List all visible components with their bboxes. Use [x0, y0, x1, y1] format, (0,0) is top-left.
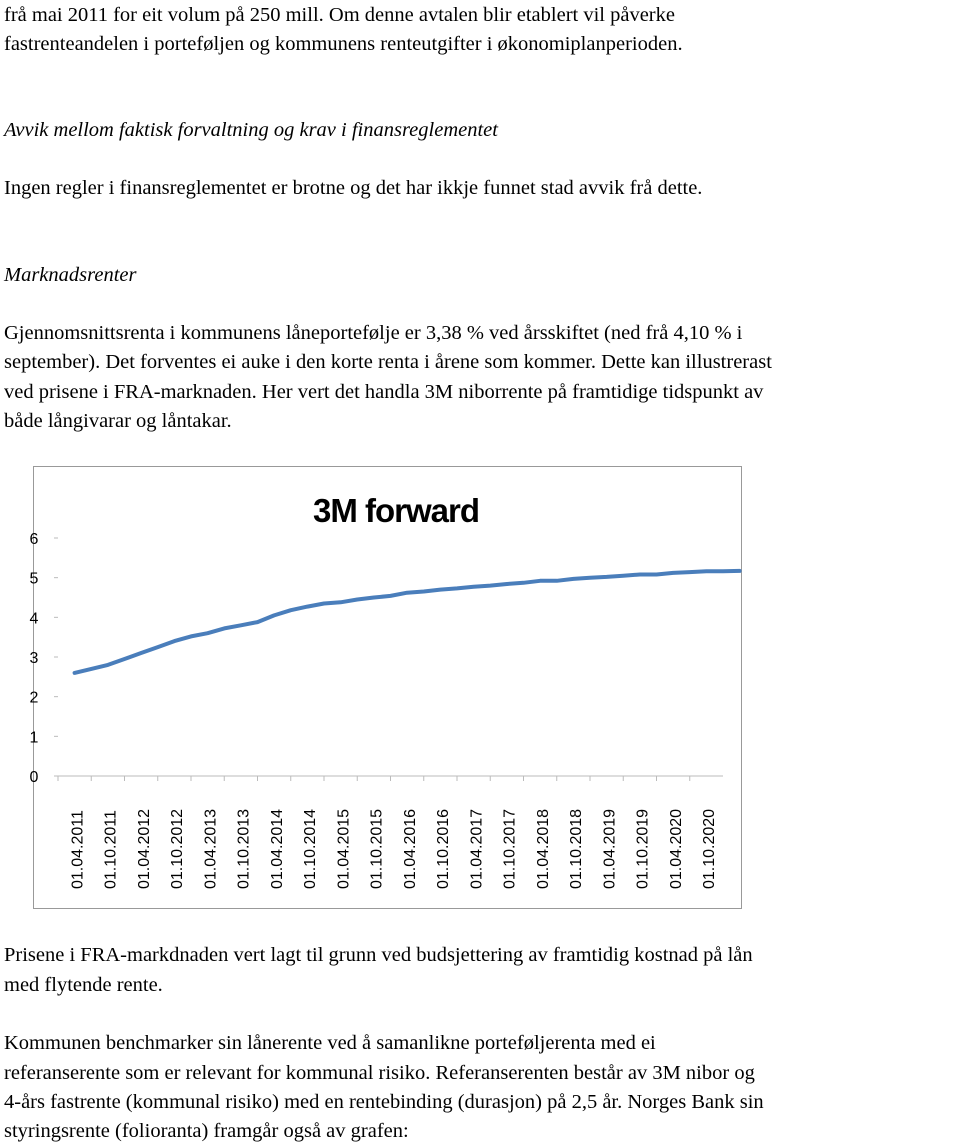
x-tick-label: 01.04.2014 — [268, 808, 286, 889]
chart-canvas — [29, 467, 743, 910]
paragraph-line: fastrenteandelen i porteføljen og kommunens renteutgifter i økonomiplanperioden. — [4, 33, 683, 55]
x-tick-label: 01.04.2020 — [667, 808, 685, 889]
y-tick-label: 6 — [29, 531, 39, 548]
x-tick-label: 01.10.2011 — [102, 810, 120, 889]
y-tick-label: 5 — [29, 570, 39, 588]
x-axis — [58, 776, 723, 889]
paragraph-line: referanserente som er relevant for kommunal risiko. Referanserenten består av 3M nibor og — [4, 1062, 755, 1084]
y-tick-label: 0 — [29, 769, 39, 786]
y-axis — [30, 531, 58, 786]
x-tick-label: 01.10.2012 — [169, 808, 187, 889]
x-tick-label: 01.04.2019 — [601, 808, 619, 889]
x-tick-label: 01.04.2018 — [534, 808, 552, 889]
x-tick-label: 01.04.2012 — [135, 808, 153, 889]
series-line-0 — [75, 571, 740, 673]
y-tick-label: 1 — [29, 729, 39, 747]
x-tick-label: 01.10.2014 — [302, 808, 320, 889]
paragraph-line: september). Det forventes ei auke i den korte renta i årene som kommer. Dette kan illustrerast — [4, 351, 772, 373]
x-tick-label: 01.04.2011 — [69, 810, 87, 889]
x-tick-label: 01.04.2017 — [468, 808, 486, 889]
x-tick-label: 01.10.2017 — [501, 808, 519, 889]
y-tick-label: 4 — [29, 610, 39, 628]
forward-rate-chart — [29, 466, 742, 909]
series-group — [75, 571, 740, 673]
paragraph-line: med flytende rente. — [4, 974, 163, 996]
chart-title: 3M forward — [312, 492, 480, 529]
paragraph-line: styringsrente (folioranta) framgår også av grafen: — [4, 1120, 409, 1142]
x-tick-label: 01.04.2016 — [401, 808, 419, 889]
section-heading-avvik: Avvik mellom faktisk forvaltning og krav i finansreglementet — [4, 119, 498, 141]
y-tick-label: 2 — [29, 689, 39, 707]
paragraph-line: Prisene i FRA-markdnaden vert lagt til grunn ved budsjettering av framtidig kostnad på lån — [4, 944, 753, 966]
y-tick-label: 3 — [29, 650, 39, 667]
paragraph-line: Gjennomsnittsrenta i kommunens låneportefølje er 3,38 % ved årsskiftet (ned frå 4,10 % i — [4, 322, 743, 344]
x-tick-label: 01.10.2013 — [235, 808, 253, 889]
x-tick-label: 01.10.2020 — [701, 808, 719, 889]
x-tick-label: 01.04.2015 — [335, 808, 353, 889]
paragraph-line: både långivarar og låntakar. — [4, 410, 232, 432]
paragraph-line: frå mai 2011 for eit volum på 250 mill. Om denne avtalen blir etablert vil påverke — [4, 4, 675, 26]
paragraph-avvik: Ingen regler i finansreglementet er brotne og det har ikkje funnet stad avvik frå dette. — [4, 177, 703, 199]
paragraph-line: ved prisene i FRA-marknaden. Her vert det handla 3M niborrente på framtidige tidspunkt av — [4, 381, 764, 403]
paragraph-line: Kommunen benchmarker sin lånerente ved å samanlikne porteføljerenta med ei — [4, 1032, 656, 1054]
x-tick-label: 01.04.2013 — [202, 808, 220, 889]
x-tick-label: 01.10.2018 — [568, 808, 586, 889]
x-tick-label: 01.10.2016 — [435, 808, 453, 889]
section-heading-marknadsrenter: Marknadsrenter — [4, 264, 137, 286]
x-tick-label: 01.10.2019 — [634, 808, 652, 889]
x-tick-label: 01.10.2015 — [368, 808, 386, 889]
paragraph-line: 4-års fastrente (kommunal risiko) med en rentebinding (durasjon) på 2,5 år. Norges Bank sin — [4, 1091, 764, 1113]
